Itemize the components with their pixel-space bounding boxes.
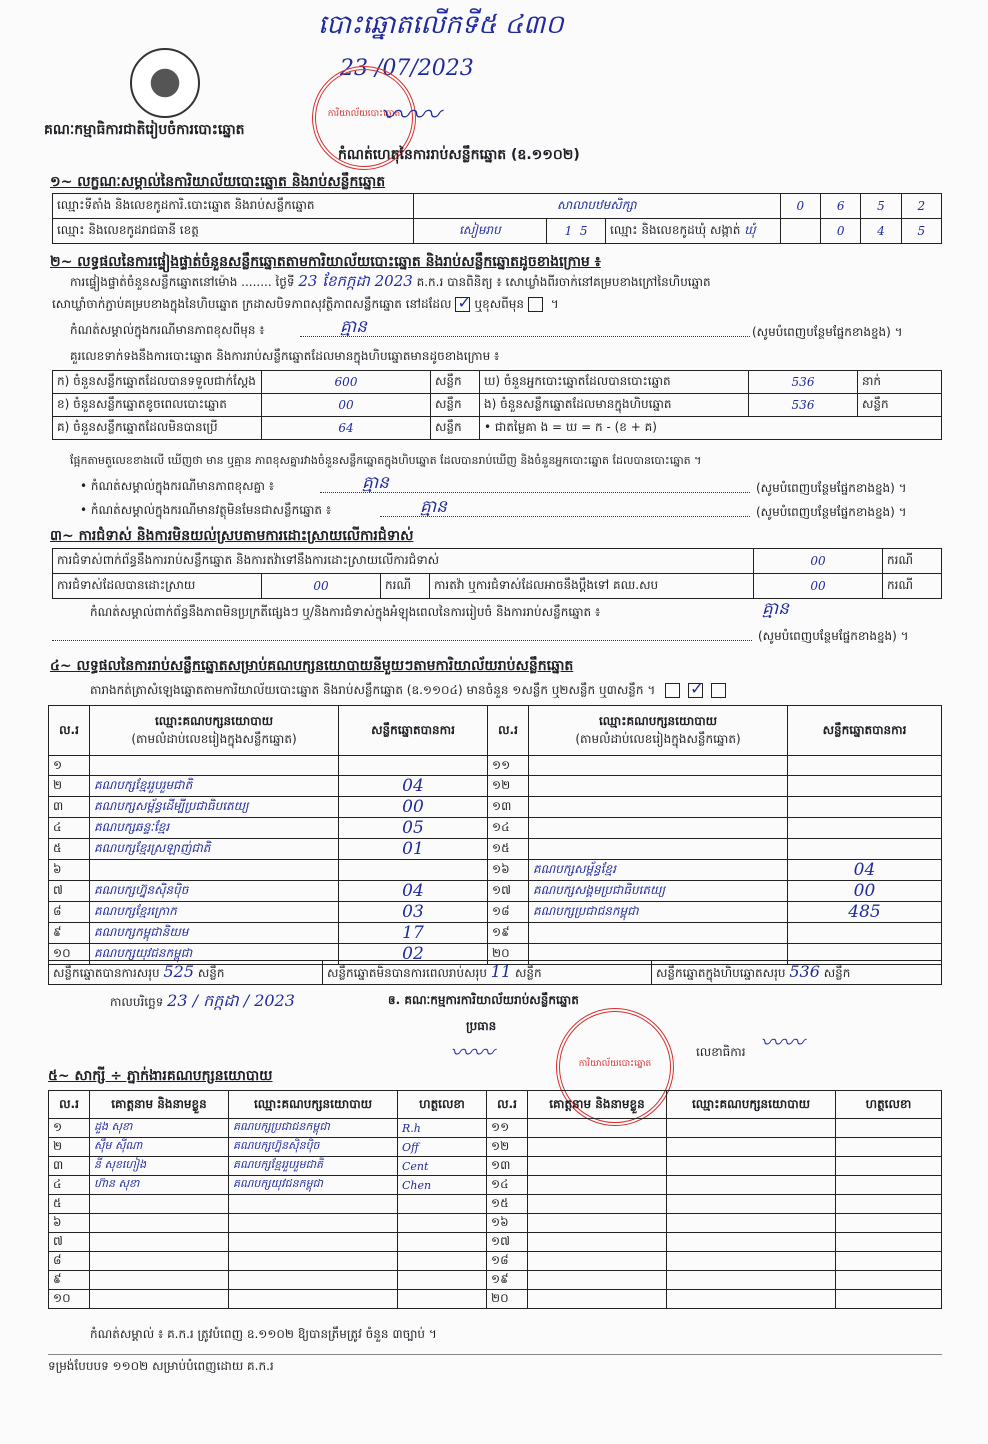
witness-sign-left: Cent xyxy=(398,1157,487,1176)
party-row xyxy=(49,923,942,944)
witness-party-left xyxy=(229,1233,398,1252)
witness-party-right xyxy=(667,1119,836,1138)
witness-no-right: ១៩ xyxy=(487,1271,528,1290)
party-no-left: ៣ xyxy=(49,797,90,818)
party-name-right: គណបក្សសម្ព័ន្ធខ្មែរ xyxy=(529,860,788,881)
fig-c-unit: សន្លឹក xyxy=(431,417,480,440)
party-no-left: ៩ xyxy=(49,923,90,944)
form-title: កំណត់ហេតុនៃការរាប់សន្លឹកឆ្នោត (ឧ.១១០២) xyxy=(338,147,580,163)
note1-value: គ្មាន xyxy=(340,317,367,337)
party-no-left: ៦ xyxy=(49,860,90,881)
witness-name-left: ដួង សុខា xyxy=(90,1119,229,1138)
witness-party-left: គណបក្សយុវជនកម្ពុជា xyxy=(229,1176,398,1195)
province-label: ឈ្មោះ និងលេខកូដរាជធានី ខេត្ត xyxy=(53,219,414,244)
section5-title: ៥~ សាក្សី ÷ ភ្នាក់ងារគណបក្សនយោបាយ xyxy=(48,1068,273,1084)
witness-no-left: ៥ xyxy=(49,1195,90,1214)
figures-intro: គួរលេខទាក់ទងនឹងការបោះឆ្នោត និងការរាប់សន្លឹកឆ្នោតដែលមានក្នុងហិបឆ្នោតមានដូចខាងក្រោម ៖ xyxy=(70,349,500,363)
one-sheet-checkbox[interactable] xyxy=(665,683,680,698)
col-votes-right: សន្លឹកឆ្នោតបានការ xyxy=(788,706,942,756)
party-name-right: គណបក្សប្រជាជនកម្ពុជា xyxy=(529,902,788,923)
objection-label: ការជំទាស់ពាក់ព័ន្ធនឹងការរាប់សន្លឹកឆ្នោត និងការតវ៉ាទៅនឹងការដោះស្រាយលើការជំទាស់ xyxy=(53,549,754,574)
witness-party-left: គណបក្សខ្មែររួបរួមជាតិ xyxy=(229,1157,398,1176)
witness-name-left xyxy=(90,1214,229,1233)
party-no-right: ១៨ xyxy=(488,902,529,923)
section3-title: ៣~ ការជំទាស់ និងការមិនយល់ស្របតាមការដោះស្រាយលើការជំទាស់ xyxy=(50,528,414,544)
total-in-box: សន្លឹកឆ្នោតក្នុងហិបឆ្នោតសរុប 536 សន្លឹក xyxy=(652,961,942,985)
chair-label: ប្រធាន xyxy=(466,1019,497,1033)
witness-no-right: ១៧ xyxy=(487,1233,528,1252)
witness-no-left: ៩ xyxy=(49,1271,90,1290)
stamp-text-bottom: ការិយាល័យបោះឆ្នោត xyxy=(578,1059,652,1069)
fig-d-label: ឃ) ចំនួនអ្នកបោះឆ្នោតដែលបានបោះឆ្នោត xyxy=(480,371,749,394)
w-col-party-right: ឈ្មោះគណបក្សនយោបាយ xyxy=(667,1091,836,1119)
party-votes-right xyxy=(788,797,942,818)
witness-sign-left xyxy=(398,1233,487,1252)
witness-row xyxy=(49,1119,942,1138)
witness-row xyxy=(49,1176,942,1195)
witness-party-left: គណបក្សប្រជាជនកម្ពុជា xyxy=(229,1119,398,1138)
party-name-left: គណបក្សហ្វ៊ុនស៊ិនប៉ិច xyxy=(90,881,339,902)
party-votes-left: 17 xyxy=(339,923,488,944)
party-votes-right xyxy=(788,839,942,860)
bullet-discrepancy-value: គ្មាន xyxy=(362,473,389,493)
location-code-2: 6 xyxy=(821,194,861,219)
secretary-signature: 〰〰 xyxy=(760,1031,805,1056)
total-valid: សន្លឹកឆ្នោតបានការសរុប 525 សន្លឹក xyxy=(49,961,323,985)
witness-sign-right xyxy=(836,1214,942,1233)
location-code-1: 0 xyxy=(780,194,820,219)
witness-no-left: ១០ xyxy=(49,1290,90,1309)
note1-label: កំណត់សម្គាល់ក្នុងករណីមានភាពខុសពីមុន ៖ xyxy=(70,323,265,337)
resolved-value: 00 xyxy=(262,574,381,599)
national-emblem-logo xyxy=(130,48,200,118)
witness-table xyxy=(48,1090,942,1309)
party-no-right: ១៩ xyxy=(488,923,529,944)
witness-name-right xyxy=(528,1271,667,1290)
witness-name-left: ហ៊ាន សុខា xyxy=(90,1176,229,1195)
formula: • ជាតម្លៃគា ង = ឃ = ក - (ខ + គ) xyxy=(480,417,942,440)
bullet-foreign-objects: • កំណត់សម្គាល់ក្នុងករណីមានវត្ថុមិនមែនជាសន្លឹកឆ្នោត ៖ xyxy=(80,503,332,517)
witness-sign-right xyxy=(836,1138,942,1157)
party-name-right: គណបក្សសង្គមប្រជាធិបតេយ្យ xyxy=(529,881,788,902)
secretary-label: លេខាធិការ xyxy=(696,1045,746,1059)
witness-party-left xyxy=(229,1195,398,1214)
date-line: កាលបរិច្ឆេទ 23 / កក្កដា / 2023 xyxy=(110,991,295,1010)
appeal-value: 00 xyxy=(754,574,883,599)
party-name-left: គណបក្សខ្មែររួបរួមជាតិ xyxy=(90,776,339,797)
fig-a-label: ក) ចំនួនសន្លឹកឆ្នោតដែលបានទទួលជាក់ស្តែង xyxy=(53,371,262,394)
witness-party-right xyxy=(667,1214,836,1233)
witness-row xyxy=(49,1290,942,1309)
witness-sign-left: Chen xyxy=(398,1176,487,1195)
witness-sign-right xyxy=(836,1252,942,1271)
irregularity-note: កំណត់សម្គាល់ពាក់ព័ន្ធនឹងភាពមិនប្រក្រតីផ្សេងៗ ឬ/និងការជំទាស់ក្នុងអំឡុងពេលនៃការរៀបចំ និងការរាប់សន្លឹកឆ្នោត ៖ xyxy=(90,605,601,619)
witness-no-right: ១៣ xyxy=(487,1157,528,1176)
witness-no-right: ១៦ xyxy=(487,1214,528,1233)
witness-row xyxy=(49,1252,942,1271)
witness-sign-right xyxy=(836,1290,942,1309)
party-name-left: គណបក្សឆន្ទៈខ្មែរ xyxy=(90,818,339,839)
w-col-sign-left: ហត្ថលេខា xyxy=(398,1091,487,1119)
party-votes-left: 04 xyxy=(339,776,488,797)
footnote: កំណត់សម្គាល់ ៖ គ.ក.រ ត្រូវបំពេញ ឧ.១១០២ ឱ្យបានត្រឹមត្រូវ ចំនួន ៣ច្បាប់ ។ xyxy=(90,1327,437,1341)
party-name-left xyxy=(90,860,339,881)
witness-no-right: ១១ xyxy=(487,1119,528,1138)
party-name-right xyxy=(529,818,788,839)
witness-party-right xyxy=(667,1290,836,1309)
witness-name-right xyxy=(528,1119,667,1138)
party-name-right xyxy=(529,839,788,860)
witness-row xyxy=(49,1138,942,1157)
handwritten-top-date: 23 /07/2023 xyxy=(340,56,474,81)
col-no-right: ល.រ xyxy=(488,706,529,756)
party-votes-left xyxy=(339,756,488,776)
note1-fill: (សូមបំពេញបន្ថែមផ្នែកខាងខ្នង) ។ xyxy=(752,325,903,339)
party-name-left: គណបក្សសម្ព័ន្ធដើម្បីប្រជាធិបតេយ្យ xyxy=(90,797,339,818)
party-votes-right xyxy=(788,756,942,776)
fig-e-unit: សន្លឹក xyxy=(858,394,942,417)
province-value: សៀមរាប xyxy=(413,219,546,244)
party-name-left: គណបក្សកម្ពុជានិយម xyxy=(90,923,339,944)
witness-row xyxy=(49,1195,942,1214)
witness-sign-left: Off xyxy=(398,1138,487,1157)
commune-code-2: 4 xyxy=(861,219,901,244)
col-party-left: ឈ្មោះគណបក្សនយោបាយ (តាមលំដាប់លេខរៀងក្នុងសន្លឹកឆ្នោត) xyxy=(90,706,339,756)
party-no-left: ១០ xyxy=(49,944,90,965)
province-code: 1 5 xyxy=(547,219,606,244)
stamp-text: ការិយាល័យបោះឆ្នោត xyxy=(327,109,401,119)
three-sheet-checkbox[interactable] xyxy=(711,683,726,698)
location-value: សាលាបឋមសិក្សា xyxy=(413,194,780,219)
section4-title: ៤~ លទ្ធផលនៃការរាប់សន្លឹកឆ្នោតសម្រាប់គណបក្សនយោបាយនីមួយៗតាមការិយាល័យរាប់សន្លឹកឆ្នោត xyxy=(50,658,574,674)
witness-name-left: នី សុខហៀង xyxy=(90,1157,229,1176)
bullet-foreign-value: គ្មាន xyxy=(420,497,447,517)
party-votes-left: 00 xyxy=(339,797,488,818)
party-no-left: ៤ xyxy=(49,818,90,839)
appeal-label: ការតវ៉ា ឬការជំទាស់ដែលអាចនឹងប្តឹងទៅ គឈ.សប xyxy=(430,574,754,599)
party-row xyxy=(49,881,942,902)
party-no-left: ៧ xyxy=(49,881,90,902)
party-no-right: ១២ xyxy=(488,776,529,797)
party-votes-right xyxy=(788,923,942,944)
signature-top: 〰〰 xyxy=(380,98,440,133)
commune-label: ឈ្មោះ និងលេខកូដឃុំ សង្កាត់ ឃុំ xyxy=(606,219,781,244)
party-votes-left: 02 xyxy=(339,944,488,965)
witness-name-right xyxy=(528,1176,667,1195)
witness-no-right: ២០ xyxy=(487,1290,528,1309)
party-votes-right xyxy=(788,776,942,797)
party-votes-left xyxy=(339,860,488,881)
witness-party-right xyxy=(667,1176,836,1195)
witness-sign-left xyxy=(398,1214,487,1233)
objection-value: 00 xyxy=(754,549,883,574)
verification-paragraph: ការផ្ទៀងផ្ទាត់ចំនួនសន្លឹកឆ្នោតនៅម៉ោង ........ ថ្ងៃទី 23 ខែកក្កដា 2023 គ.ក.រ បានពិនិត្យ ៖ សោឃ្លាំងពីរចាក់នៅគម្របខាងក្រៅនៃហិបឆ្នោត xyxy=(70,272,711,290)
witness-no-right: ១២ xyxy=(487,1138,528,1157)
ballot-figures-table xyxy=(52,370,942,440)
witness-row xyxy=(49,1271,942,1290)
verification-paragraph-2: សោឃ្លាំចាក់ភ្ជាប់គម្របខាងក្នុងនៃហិបឆ្នោត ក្រដាសបិទភាពសុវត្ថិភាពសន្លឹកឆ្នោត នៅដដែល✓ ឬខុសពីមុន ។ xyxy=(52,296,559,314)
resolved-label: ការជំទាស់ដែលបានដោះស្រាយ xyxy=(53,574,262,599)
witness-party-right xyxy=(667,1157,836,1176)
witness-sign-left xyxy=(398,1290,487,1309)
party-votes-left: 01 xyxy=(339,839,488,860)
fig-e-value: 536 xyxy=(749,394,858,417)
party-results-table xyxy=(48,705,942,965)
witness-party-left: គណបក្សហ្វ៊ុនស៊ិនប៉ិច xyxy=(229,1138,398,1157)
bullet2-fill: (សូមបំពេញបន្ថែមផ្នែកខាងខ្នង) ។ xyxy=(756,505,907,519)
witness-party-right xyxy=(667,1195,836,1214)
committee-org: គណៈកម្មាធិការជាតិរៀបចំការបោះឆ្នោត xyxy=(44,122,245,138)
location-code-3: 5 xyxy=(861,194,901,219)
witness-no-left: ៤ xyxy=(49,1176,90,1195)
party-votes-right: 04 xyxy=(788,860,942,881)
witness-name-left xyxy=(90,1195,229,1214)
fig-e-label: ង) ចំនួនសន្លឹកឆ្នោតដែលមានក្នុងហិបឆ្នោត xyxy=(480,394,749,417)
witness-name-left xyxy=(90,1233,229,1252)
witness-sign-right xyxy=(836,1176,942,1195)
witness-no-left: ៧ xyxy=(49,1233,90,1252)
objection-unit: ករណី xyxy=(883,549,942,574)
party-row xyxy=(49,818,942,839)
witness-no-right: ១៤ xyxy=(487,1176,528,1195)
witness-row xyxy=(49,1214,942,1233)
party-row xyxy=(49,756,942,776)
col-votes-left: សន្លឹកឆ្នោតបានការ xyxy=(339,706,488,756)
objections-table xyxy=(52,548,942,599)
party-name-right xyxy=(529,797,788,818)
total-invalid: សន្លឹកឆ្នោតមិនបានការពេលរាប់សរុប 11 សន្លឹក xyxy=(323,961,652,985)
fig-a-unit: សន្លឹក xyxy=(431,371,480,394)
section2-title: ២~ លទ្ធផលនៃការផ្ទៀងផ្ទាត់ចំនួនសន្លឹកឆ្នោតតាមការិយាល័យបោះឆ្នោត និងរាប់សន្លឹកឆ្នោតដូចខាងក្រោម ៖ xyxy=(50,254,601,270)
witness-party-right xyxy=(667,1138,836,1157)
witness-row xyxy=(49,1157,942,1176)
commune-code-3: 5 xyxy=(901,219,941,244)
witness-sign-left xyxy=(398,1252,487,1271)
col-party-right: ឈ្មោះគណបក្សនយោបាយ (តាមលំដាប់លេខរៀងក្នុងសន្លឹកឆ្នោត) xyxy=(529,706,788,756)
location-table xyxy=(52,193,942,244)
party-votes-right: 00 xyxy=(788,881,942,902)
witness-name-left: ស៊ឹម ស៊ីណា xyxy=(90,1138,229,1157)
party-no-left: ៨ xyxy=(49,902,90,923)
w-col-name-left: គោត្តនាម និងនាមខ្លួន xyxy=(90,1091,229,1119)
witness-no-left: ៦ xyxy=(49,1214,90,1233)
bullet1-fill: (សូមបំពេញបន្ថែមផ្នែកខាងខ្នង) ។ xyxy=(756,481,907,495)
party-votes-left: 03 xyxy=(339,902,488,923)
appeal-unit: ករណី xyxy=(883,574,942,599)
party-no-right: ១៤ xyxy=(488,818,529,839)
party-name-right xyxy=(529,776,788,797)
witness-party-left xyxy=(229,1252,398,1271)
witness-party-right xyxy=(667,1271,836,1290)
witness-name-right xyxy=(528,1290,667,1309)
witness-no-left: ៣ xyxy=(49,1157,90,1176)
form-footer: ទម្រង់បែបបទ ១១០២ សម្រាប់បំពេញដោយ គ.ក.រ xyxy=(48,1359,274,1373)
witness-sign-left xyxy=(398,1271,487,1290)
fig-a-value: 600 xyxy=(262,371,431,394)
two-sheet-checkbox[interactable] xyxy=(688,683,703,698)
witness-name-right xyxy=(528,1214,667,1233)
fig-b-unit: សន្លឹក xyxy=(431,394,480,417)
party-no-left: ២ xyxy=(49,776,90,797)
fig-d-value: 536 xyxy=(749,371,858,394)
w-col-sign-right: ហត្ថលេខា xyxy=(836,1091,942,1119)
fig-c-value: 64 xyxy=(262,417,431,440)
witness-party-left xyxy=(229,1214,398,1233)
witness-party-right xyxy=(667,1233,836,1252)
fig-c-label: គ) ចំនួនសន្លឹកឆ្នោតដែលមិនបានប្រើ xyxy=(53,417,262,440)
handwritten-top-note: បោះឆ្នោតលើកទី៥ ៤៣០ xyxy=(318,10,564,40)
bullet-discrepancy: • កំណត់សម្គាល់ក្នុងករណីមានភាពខុសគ្នា ៖ xyxy=(80,479,275,493)
fig-b-label: ខ) ចំនួនសន្លឹកឆ្នោតខូចពេលបោះឆ្នោត xyxy=(53,394,262,417)
party-no-left: ១ xyxy=(49,756,90,776)
witness-name-right xyxy=(528,1138,667,1157)
commune-code-1: 0 xyxy=(821,219,861,244)
unchanged-checkbox[interactable] xyxy=(455,297,470,312)
discrepancy-paragraph: ផ្អែកតាមតួលេខខាងលើ ឃើញថា មាន ឬគ្មាន ភាពខុសគ្នារវាងចំនួនសន្លឹកឆ្នោតក្នុងហិបឆ្នោត ដែលបានរាប់ឃើញ និងចំនួនអ្នកបោះឆ្នោត ដែលបានបោះឆ្នោត ។ xyxy=(70,454,702,467)
irregularity-value: គ្មាន xyxy=(762,599,789,619)
party-name-left: គណបក្សខ្មែរស្រឡាញ់ជាតិ xyxy=(90,839,339,860)
committee-signoff: ឲ. គណៈកម្មការការិយាល័យរាប់សន្លឹកឆ្នោត xyxy=(388,993,579,1007)
witness-row xyxy=(49,1233,942,1252)
party-no-right: ១១ xyxy=(488,756,529,776)
witness-sign-left xyxy=(398,1195,487,1214)
witness-sign-right xyxy=(836,1195,942,1214)
location-code-4: 2 xyxy=(901,194,941,219)
witness-sign-right xyxy=(836,1233,942,1252)
party-row xyxy=(49,776,942,797)
party-no-right: ១៧ xyxy=(488,881,529,902)
witness-no-right: ១៨ xyxy=(487,1252,528,1271)
witness-party-left xyxy=(229,1290,398,1309)
party-name-left xyxy=(90,756,339,776)
party-votes-right: 485 xyxy=(788,902,942,923)
w-col-no-right: ល.រ xyxy=(487,1091,528,1119)
party-row xyxy=(49,839,942,860)
totals-table xyxy=(48,960,942,985)
party-votes-right xyxy=(788,818,942,839)
witness-no-right: ១៥ xyxy=(487,1195,528,1214)
party-row xyxy=(49,860,942,881)
witness-name-right xyxy=(528,1252,667,1271)
fig-b-value: 00 xyxy=(262,394,431,417)
witness-party-left xyxy=(229,1271,398,1290)
witness-sign-right xyxy=(836,1157,942,1176)
party-name-left: គណបក្សយុវជនកម្ពុជា xyxy=(90,944,339,965)
witness-sign-right xyxy=(836,1271,942,1290)
party-votes-left: 05 xyxy=(339,818,488,839)
fig-d-unit: នាក់ xyxy=(858,371,942,394)
witness-no-left: ២ xyxy=(49,1138,90,1157)
party-row xyxy=(49,902,942,923)
party-votes-left: 04 xyxy=(339,881,488,902)
witness-sign-left: R.h xyxy=(398,1119,487,1138)
chair-signature: 〰〰 xyxy=(450,1041,495,1066)
witness-name-right xyxy=(528,1195,667,1214)
party-row xyxy=(49,797,942,818)
party-no-left: ៥ xyxy=(49,839,90,860)
party-name-left: គណបក្សខ្មែរក្រោក xyxy=(90,902,339,923)
party-no-right: ១៥ xyxy=(488,839,529,860)
w-col-party-left: ឈ្មោះគណបក្សនយោបាយ xyxy=(229,1091,398,1119)
irregularity-fill: (សូមបំពេញបន្ថែមផ្នែកខាងខ្នង) ។ xyxy=(758,629,909,643)
w-col-name-right: គោត្តនាម និងនាមខ្លួន xyxy=(528,1091,667,1119)
results-intro: តារាងកត់ត្រាសំឡេងឆ្នោតតាមការិយាល័យបោះឆ្នោត និងរាប់សន្លឹកឆ្នោត (ឧ.១១០៤) មានចំនួន ១សន្លឹក ឬ២សន្លឹក ឬ៣សន្លឹក ។ ✓ xyxy=(90,682,730,700)
section1-title: ១~ លក្ខណៈសម្គាល់នៃការិយាល័យបោះឆ្នោត និងរាប់សន្លឹកឆ្នោត xyxy=(50,174,386,190)
witness-no-left: ៨ xyxy=(49,1252,90,1271)
w-col-no-left: ល.រ xyxy=(49,1091,90,1119)
changed-checkbox[interactable] xyxy=(528,297,543,312)
col-no-left: ល.រ xyxy=(49,706,90,756)
witness-name-left xyxy=(90,1252,229,1271)
witness-name-right xyxy=(528,1157,667,1176)
witness-sign-right xyxy=(836,1119,942,1138)
party-no-right: ២០ xyxy=(488,944,529,965)
party-name-right xyxy=(529,923,788,944)
witness-no-left: ១ xyxy=(49,1119,90,1138)
witness-name-left xyxy=(90,1290,229,1309)
party-no-right: ១៦ xyxy=(488,860,529,881)
witness-name-left xyxy=(90,1271,229,1290)
location-label: ឈ្មោះទីតាំង និងលេខកូដការិ.បោះឆ្នោត និងរាប់សន្លឹកឆ្នោត xyxy=(53,194,414,219)
witness-party-right xyxy=(667,1252,836,1271)
party-no-right: ១៣ xyxy=(488,797,529,818)
resolved-unit: ករណី xyxy=(381,574,430,599)
party-name-right xyxy=(529,756,788,776)
witness-name-right xyxy=(528,1233,667,1252)
